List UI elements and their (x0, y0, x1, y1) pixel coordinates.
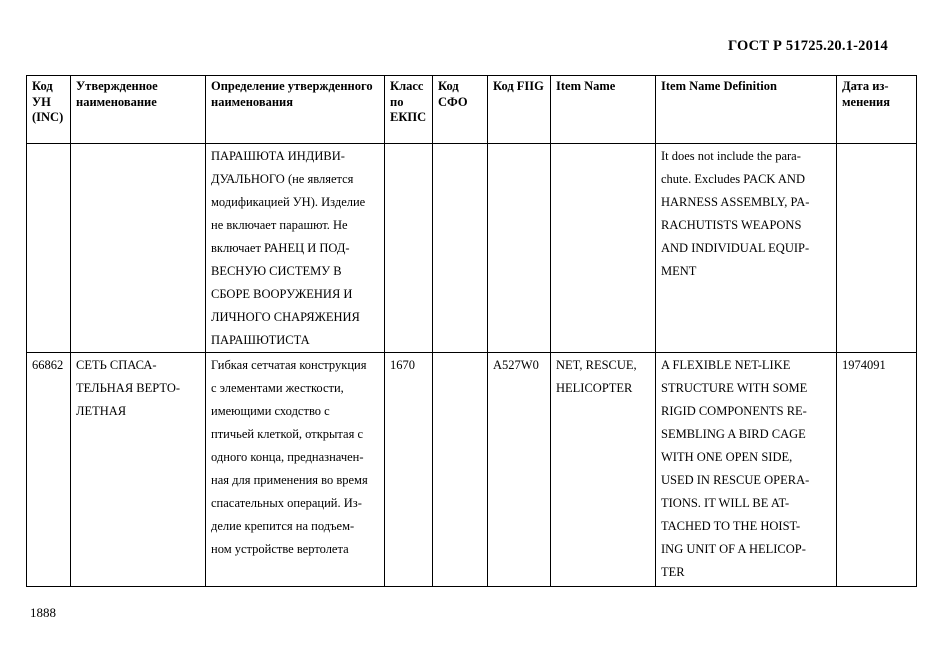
text-line: с элементами жесткости, (211, 381, 344, 395)
cell-change-date: 1974091 (837, 353, 917, 587)
text-line: ING UNIT OF A HELICOP- (661, 542, 806, 556)
text-line: WITH ONE OPEN SIDE, (661, 450, 793, 464)
text-line: ЛИЧНОГО СНАРЯЖЕНИЯ (211, 310, 360, 324)
table-row (27, 353, 917, 587)
text-line: ДУАЛЬНОГО (не является (211, 172, 354, 186)
cell-fiig: A527W0 (488, 353, 551, 587)
text-line: SEMBLING A BIRD CAGE (661, 427, 806, 441)
text-line: TER (661, 565, 685, 579)
document-id: ГОСТ Р 51725.20.1-2014 (727, 38, 888, 54)
cell-item-name (551, 144, 656, 353)
text-line: ном устройстве вертолета (211, 542, 349, 556)
cell-sfo (433, 353, 488, 587)
text-line: USED IN RESCUE OPERA- (661, 473, 810, 487)
page-number: 1888 (30, 605, 56, 620)
text-line: TACHED TO THE HOIST- (661, 519, 801, 533)
text-line: СБОРЕ ВООРУЖЕНИЯ И (211, 287, 353, 301)
text-line: RIGID COMPONENTS RE- (661, 404, 807, 418)
text-line: chute. Excludes PACK AND (661, 172, 805, 186)
text-line: STRUCTURE WITH SOME (661, 381, 808, 395)
column-header-item-name-definition: Item Name Definition (656, 76, 837, 144)
text-line: не включает парашют. Не (211, 218, 348, 232)
text-line: ТЕЛЬНАЯ ВЕРТО- (76, 381, 181, 395)
text-line: ПАРАШЮТА ИНДИВИ- (211, 149, 345, 163)
column-header-change-date: Дата из- менения (837, 76, 917, 144)
column-header-class: Класс по ЕКПС (385, 76, 433, 144)
column-header-approved-name: Утвержденное наименование (71, 76, 206, 144)
cell-definition-en (656, 144, 837, 353)
text-line: СЕТЬ СПАСА- (76, 358, 157, 372)
text-line: модификацией УН). Изделие (211, 195, 366, 209)
cell-definition-en (656, 353, 837, 587)
cell-item-name (551, 353, 656, 587)
text-line: делие крепится на подъем- (211, 519, 355, 533)
text-line: птичьей клеткой, открытая с (211, 427, 363, 441)
column-header-definition: Определение утвержденного наименования (206, 76, 385, 144)
cell-inc: 66862 (27, 353, 71, 587)
text-line: ЛЕТНАЯ (76, 404, 127, 418)
cell-definition-ru (206, 353, 385, 587)
cell-sfo (433, 144, 488, 353)
text-line: A FLEXIBLE NET-LIKE (661, 358, 791, 372)
text-line: Гибкая сетчатая конструкция (211, 358, 367, 372)
cell-change-date (837, 144, 917, 353)
text-line: имеющими сходство с (211, 404, 330, 418)
cell-inc (27, 144, 71, 353)
text-line: ПАРАШЮТИСТА (211, 333, 310, 347)
column-header-sfo: Код СФО (433, 76, 488, 144)
cell-class: 1670 (385, 353, 433, 587)
text-line: включает РАНЕЦ И ПОД- (211, 241, 350, 255)
text-line: ВЕСНУЮ СИСТЕМУ В (211, 264, 342, 278)
table-header-row (27, 76, 917, 144)
cell-definition-ru (206, 144, 385, 353)
text-line: одного конца, предназначен- (211, 450, 364, 464)
text-line: NET, RESCUE, (556, 358, 637, 372)
table-row-continued (27, 144, 917, 353)
cell-class (385, 144, 433, 353)
column-header-fiig: Код FIIG (488, 76, 551, 144)
catalog-table (26, 75, 917, 587)
text-line: MENT (661, 264, 697, 278)
text-line: RACHUTISTS WEAPONS (661, 218, 802, 232)
text-line: HELICOPTER (556, 381, 633, 395)
text-line: TIONS. IT WILL BE AT- (661, 496, 790, 510)
text-line: спасательных операций. Из- (211, 496, 362, 510)
cell-approved-name (71, 353, 206, 587)
cell-fiig (488, 144, 551, 353)
column-header-item-name: Item Name (551, 76, 656, 144)
cell-approved-name (71, 144, 206, 353)
text-line: AND INDIVIDUAL EQUIP- (661, 241, 810, 255)
text-line: HARNESS ASSEMBLY, PA- (661, 195, 810, 209)
text-line: It does not include the para- (661, 149, 801, 163)
text-line: ная для применения во время (211, 473, 368, 487)
column-header-inc: Код УН (INC) (27, 76, 71, 144)
